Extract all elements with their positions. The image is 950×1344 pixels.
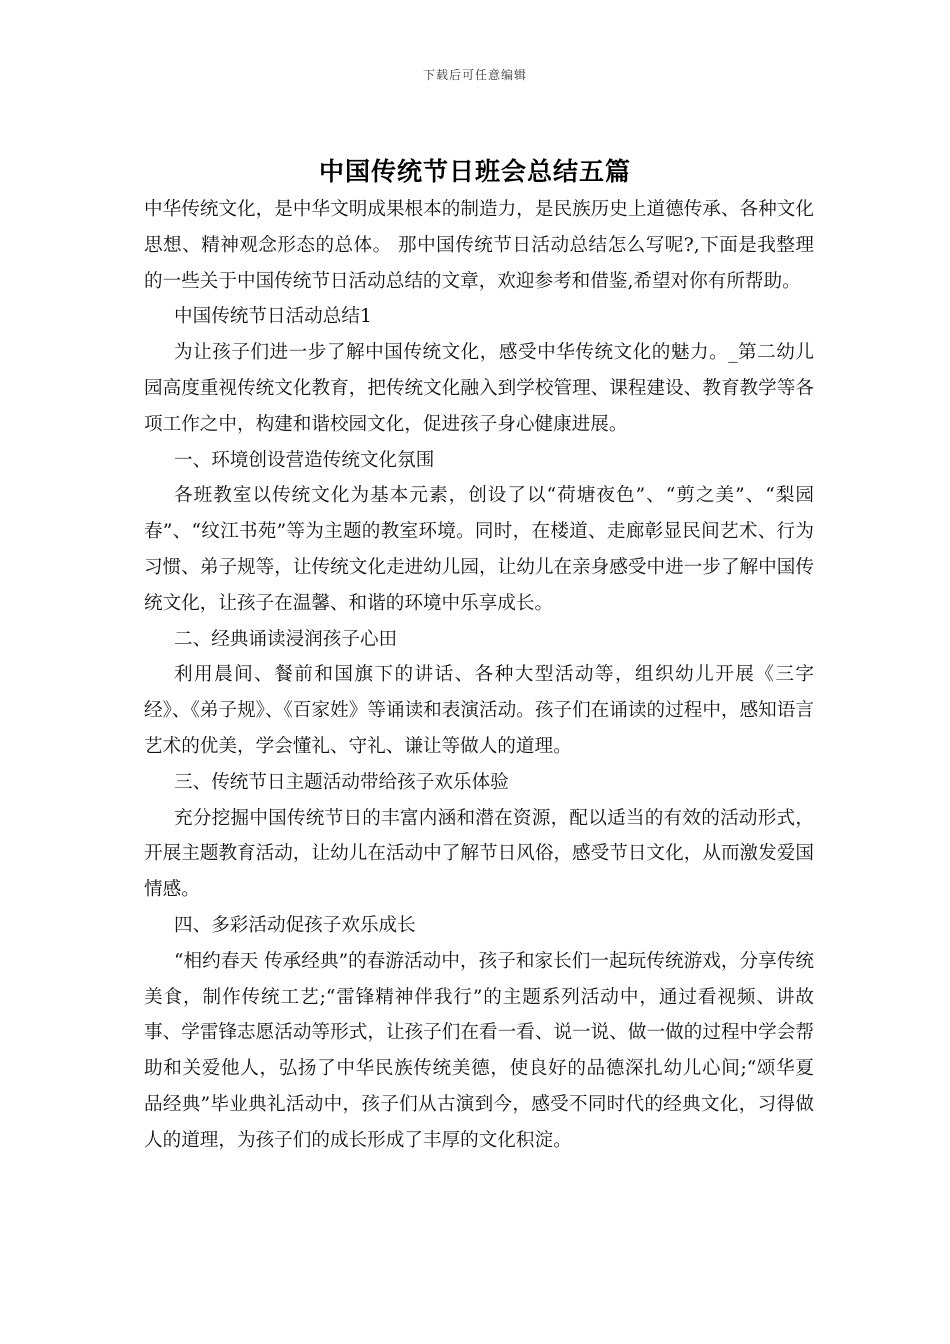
document-body: [144, 192, 814, 1159]
document-title: 中国传统节日班会总结五篇: [318, 157, 631, 186]
paragraph: 充分挖掘中国传统节日的丰富内涵和潜在资源，配以适当的有效的活动形式，开展主题教育活动，让幼儿在活动中了解节日风俗，感受节日文化，从而激发爱国情感。: [144, 807, 814, 901]
paragraph: 中国传统节日活动总结1: [174, 306, 372, 328]
section-heading: 一、环境创设营造传统文化氛围: [174, 449, 435, 471]
paragraph: “相约春天 传承经典”的春游活动中，孩子和家长们一起玩传统游戏，分享传统美食，制作传统工艺;“雷锋精神伴我行”的主题系列活动中，通过看视频、讲故事、学雷锋志愿活动等形式，让孩子们在看一看、说一说、做一做的过程中学会帮助和关爱他人，弘扬了中华民族传统美德，使良好的品德深扎幼儿心间;“颂华夏 品经典”毕业典礼活动中，孩子们从古演到今，感受不同时代的经典文化，习得做人的道理，为孩子们的成长形成了丰厚的文化积淀。: [144, 950, 814, 1151]
section-heading: 三、传统节日主题活动带给孩子欢乐体验: [174, 771, 509, 793]
section-heading: 四、多彩活动促孩子欢乐成长: [174, 914, 416, 936]
paragraph: 中华传统文化，是中华文明成果根本的制造力，是民族历史上道德传承、各种文化思想、精神观念形态的总体。 那中国传统节日活动总结怎么写呢?,下面是我整理的一些关于中国传统节日活动总结的文章，欢迎参考和借鉴,希望对你有所帮助。: [144, 199, 814, 292]
paragraph: 各班教室以传统文化为基本元素，创设了以“荷塘夜色”、“剪之美”、“梨园春”、“纹江书苑”等为主题的教室环境。同时，在楼道、走廊彰显民间艺术、行为习惯、弟子规等，让传统文化走进幼儿园，让幼儿在亲身感受中进一步了解中国传统文化，让孩子在温馨、和谐的环境中乐享成长。: [144, 485, 814, 614]
section-heading: 二、经典诵读浸润孩子心田: [174, 628, 398, 650]
paragraph: 利用晨间、餐前和国旗下的讲话、各种大型活动等，组织幼儿开展《三字经》、《弟子规》、《百家姓》等诵读和表演活动。孩子们在诵读的过程中，感知语言艺术的优美，学会懂礼、守礼、谦让等做人的道理。: [144, 664, 814, 757]
paragraph: 为让孩子们进一步了解中国传统文化，感受中华传统文化的魅力。_第二幼儿园高度重视传统文化教育，把传统文化融入到学校管理、课程建设、教育教学等各项工作之中，构建和谐校园文化，促进孩子身心健康进展。: [144, 342, 814, 435]
header-note: 下载后可任意编辑: [422, 68, 527, 82]
